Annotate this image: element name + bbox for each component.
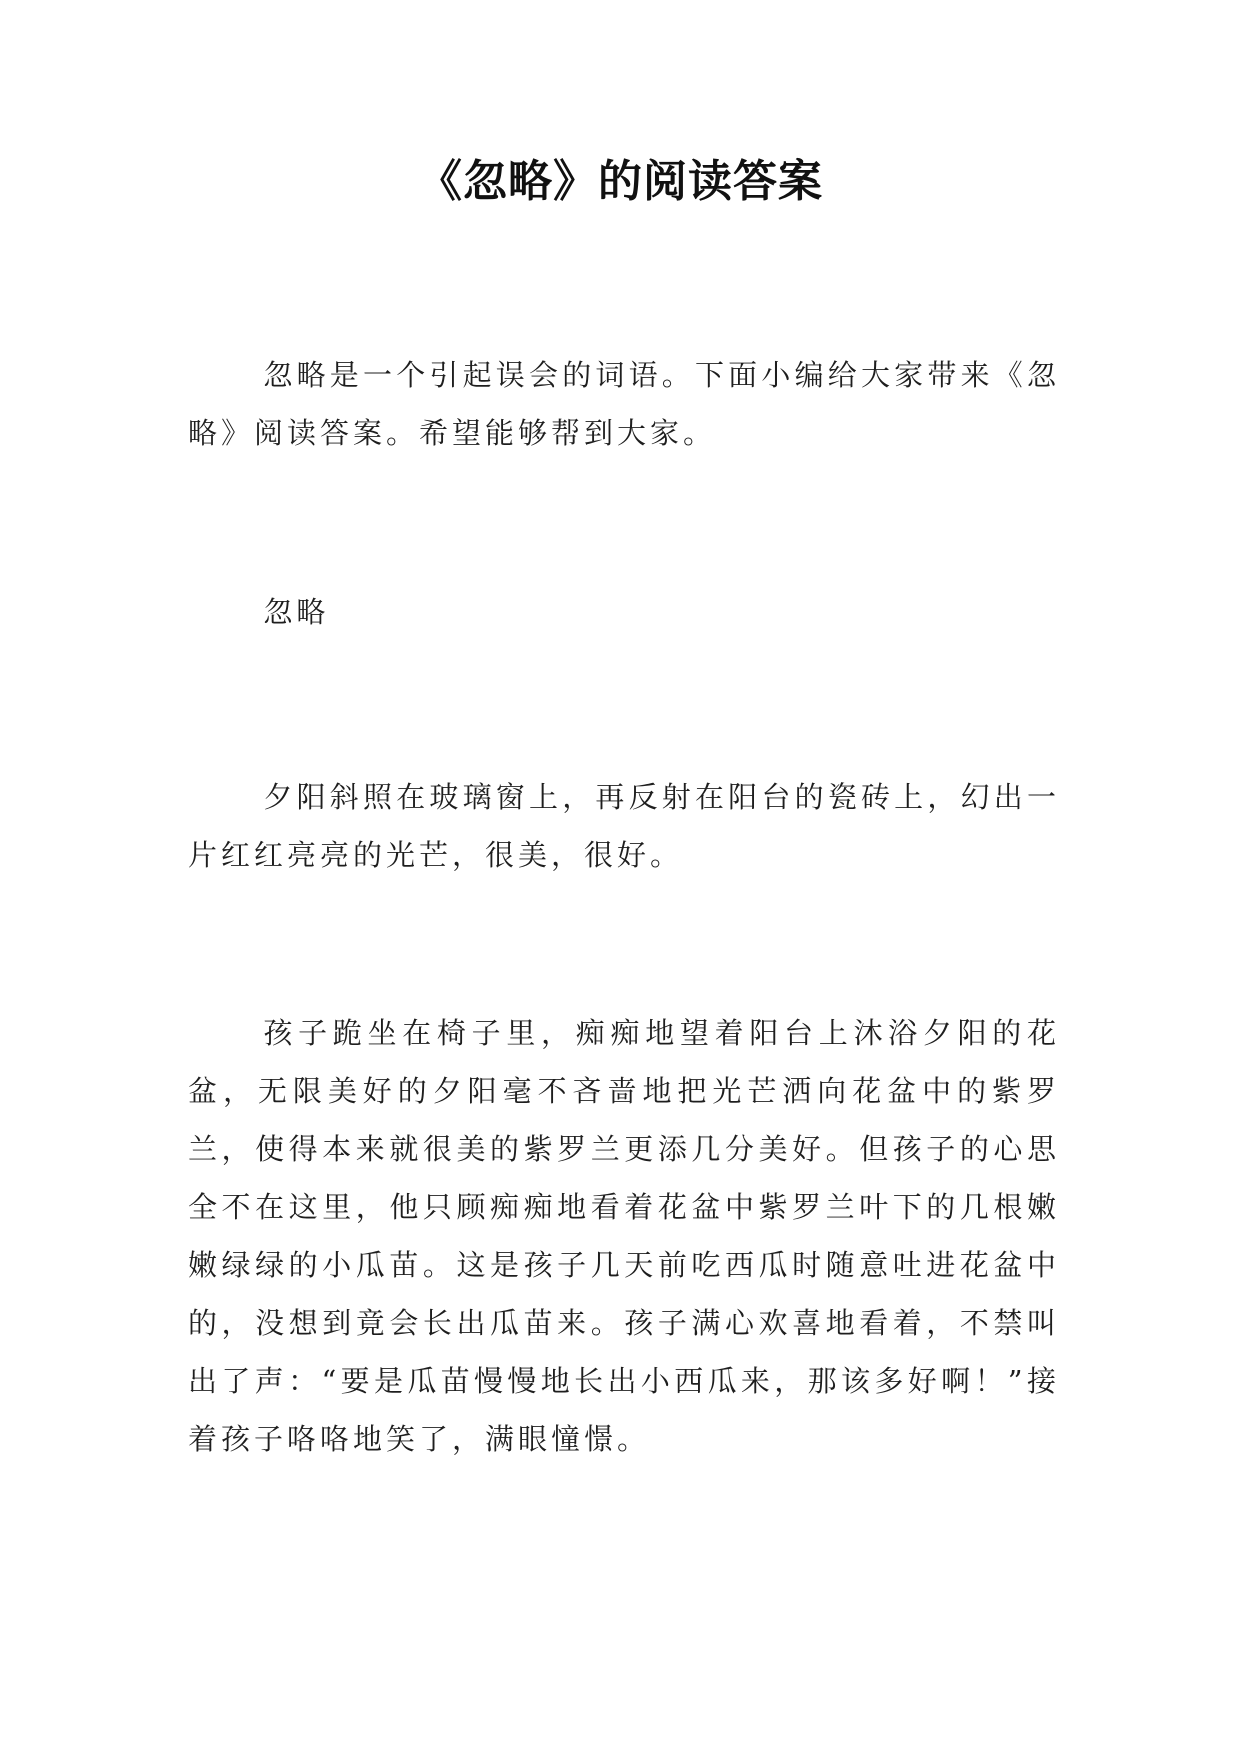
body-paragraph: 孩子跪坐在椅子里，痴痴地望着阳台上沐浴夕阳的花盆，无限美好的夕阳毫不吝啬地把光芒洒向花盆中的紫罗兰，使得本来就很美的紫罗兰更添几分美好。但孩子的心思全不在这里，他只顾痴痴地看着花盆中紫罗兰叶下的几根嫩嫩绿绿的小瓜苗。这是孩子几天前吃西瓜时随意吐进花盆中的，没想到竟会长出瓜苗来。孩子满心欢喜地看着，不禁叫出了声：“要是瓜苗慢慢地长出小西瓜来，那该多好啊！”接着孩子咯咯地笑了，满眼憧憬。 <box>188 1016 1060 1456</box>
document-title: 《忽略》的阅读答案 <box>418 156 823 207</box>
body-paragraph: 夕阳斜照在玻璃窗上，再反射在阳台的瓷砖上，幻出一片红红亮亮的光芒，很美，很好。 <box>188 780 1060 872</box>
section-heading: 忽略 <box>263 595 330 629</box>
intro-paragraph: 忽略是一个引起误会的词语。下面小编给大家带来《忽略》阅读答案。希望能够帮到大家。 <box>188 358 1060 450</box>
